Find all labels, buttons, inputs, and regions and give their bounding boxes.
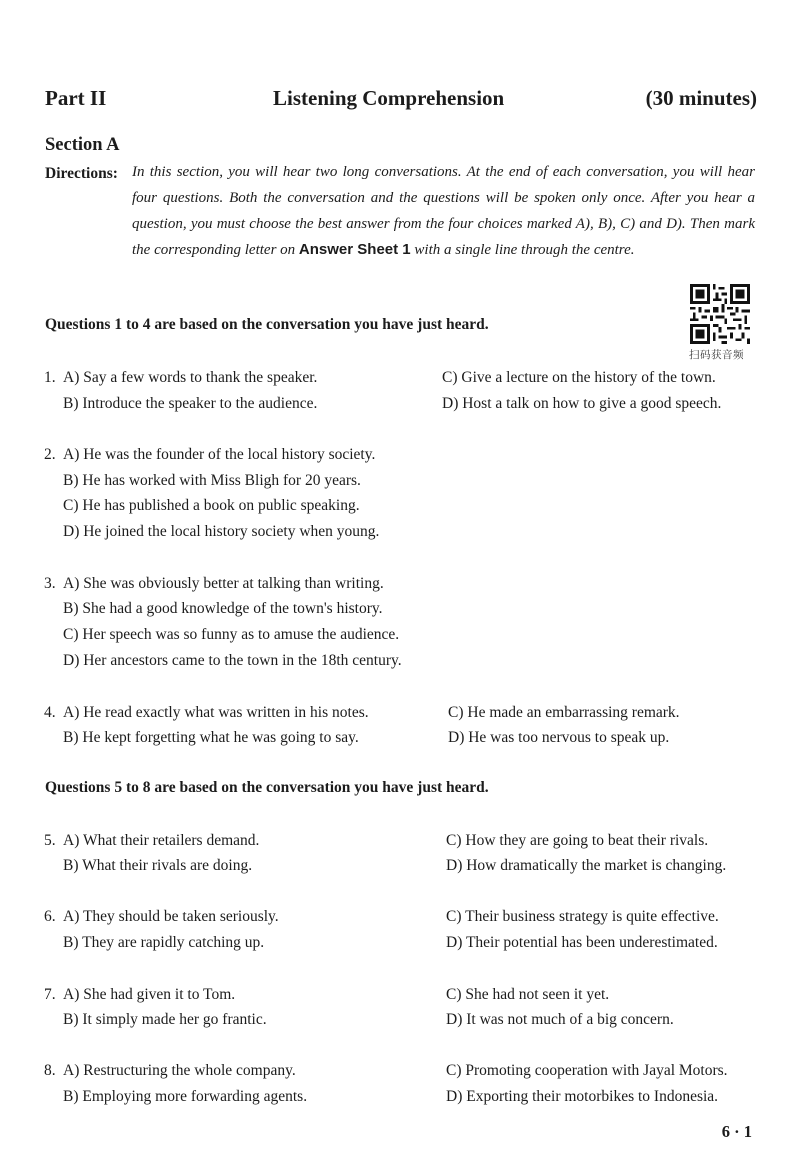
option-text: A) What their retailers demand. [63, 832, 260, 849]
question-7-option-c: C) She had not seen it yet. [446, 986, 610, 1003]
group-heading-1: Questions 1 to 4 are based on the conversation you have just heard. [45, 316, 489, 333]
question-number: 3. [44, 575, 56, 592]
qr-code-icon[interactable] [688, 284, 752, 344]
question-7-option-a [44, 986, 235, 1004]
page-header [45, 86, 757, 116]
part-label: Part II [45, 86, 107, 110]
question-3-option-c: C) Her speech was so funny as to amuse the audience. [63, 626, 400, 643]
option-text: A) She was obviously better at talking than writing. [63, 575, 384, 592]
question-3-option-a [44, 575, 384, 593]
question-number: 8. [44, 1062, 56, 1079]
question-1-option-b: B) Introduce the speaker to the audience. [63, 395, 318, 412]
question-2-option-b: B) He has worked with Miss Bligh for 20 years. [63, 472, 361, 489]
directions-text [132, 160, 755, 264]
question-6-option-c: C) Their business strategy is quite effective. [446, 908, 719, 925]
question-5-option-d: D) How dramatically the market is changing. [446, 857, 727, 874]
question-number: 2. [44, 446, 56, 463]
directions-label: Directions: [45, 165, 118, 182]
answer-sheet-ref: Answer Sheet 1 [298, 241, 411, 259]
question-6-option-a [44, 908, 279, 926]
option-text: A) She had given it to Tom. [63, 986, 236, 1003]
question-2-option-c: C) He has published a book on public speaking. [63, 497, 360, 514]
section-title: Section A [45, 135, 120, 155]
option-text: A) Restructuring the whole company. [63, 1062, 296, 1079]
page-title: Listening Comprehension [273, 86, 505, 110]
option-text: A) Say a few words to thank the speaker. [63, 369, 318, 386]
question-4-option-b: B) He kept forgetting what he was going to say. [63, 729, 359, 746]
question-3-option-d: D) Her ancestors came to the town in the 18th century. [63, 652, 402, 669]
group-heading-2: Questions 5 to 8 are based on the conversation you have just heard. [45, 779, 489, 796]
time-limit: (30 minutes) [645, 86, 757, 110]
question-8-option-b: B) Employing more forwarding agents. [63, 1088, 308, 1105]
question-1-option-a [44, 369, 317, 387]
question-4-option-d: D) He was too nervous to speak up. [448, 729, 670, 746]
question-7-option-b: B) It simply made her go frantic. [63, 1011, 267, 1028]
question-5-option-b: B) What their rivals are doing. [63, 857, 253, 874]
question-4-option-a [44, 704, 369, 722]
question-number: 5. [44, 832, 56, 849]
question-8-option-d: D) Exporting their motorbikes to Indonesia. [446, 1088, 719, 1105]
question-2-option-d: D) He joined the local history society when young. [63, 523, 380, 540]
question-1-option-d: D) Host a talk on how to give a good speech. [442, 395, 722, 412]
question-3-option-b: B) She had a good knowledge of the town's history. [63, 600, 383, 617]
question-number: 6. [44, 908, 56, 925]
question-8-option-c: C) Promoting cooperation with Jayal Motors. [446, 1062, 728, 1079]
question-number: 7. [44, 986, 56, 1003]
directions-body: In this section, you will hear two long conversations. At the end of each conversation, you will hear four questions. Both the conversation and the questions will be spoken only once. After you hear a question, you must choose the best answer from the four choices marked A), B), C) and D). Then mark the corresponding letter on [132, 164, 755, 259]
question-4-option-c: C) He made an embarrassing remark. [448, 704, 680, 721]
option-text: A) He read exactly what was written in his notes. [63, 704, 369, 721]
question-6-option-b: B) They are rapidly catching up. [63, 934, 265, 951]
option-text: A) They should be taken seriously. [63, 908, 279, 925]
question-5-option-c: C) How they are going to beat their rivals. [446, 832, 709, 849]
question-7-option-d: D) It was not much of a big concern. [446, 1011, 674, 1028]
question-5-option-a [44, 832, 259, 850]
question-8-option-a [44, 1062, 296, 1080]
question-number: 1. [44, 369, 56, 386]
option-text: A) He was the founder of the local history society. [63, 446, 376, 463]
directions-end: with a single line through the centre. [410, 242, 635, 259]
question-2-option-a [44, 446, 375, 464]
page-number: 6 · 1 [721, 1122, 752, 1141]
question-1-option-c: C) Give a lecture on the history of the town. [442, 369, 716, 386]
question-6-option-d: D) Their potential has been underestimated. [446, 934, 718, 951]
qr-caption: 扫码获音频 [689, 349, 744, 361]
question-number: 4. [44, 704, 56, 721]
